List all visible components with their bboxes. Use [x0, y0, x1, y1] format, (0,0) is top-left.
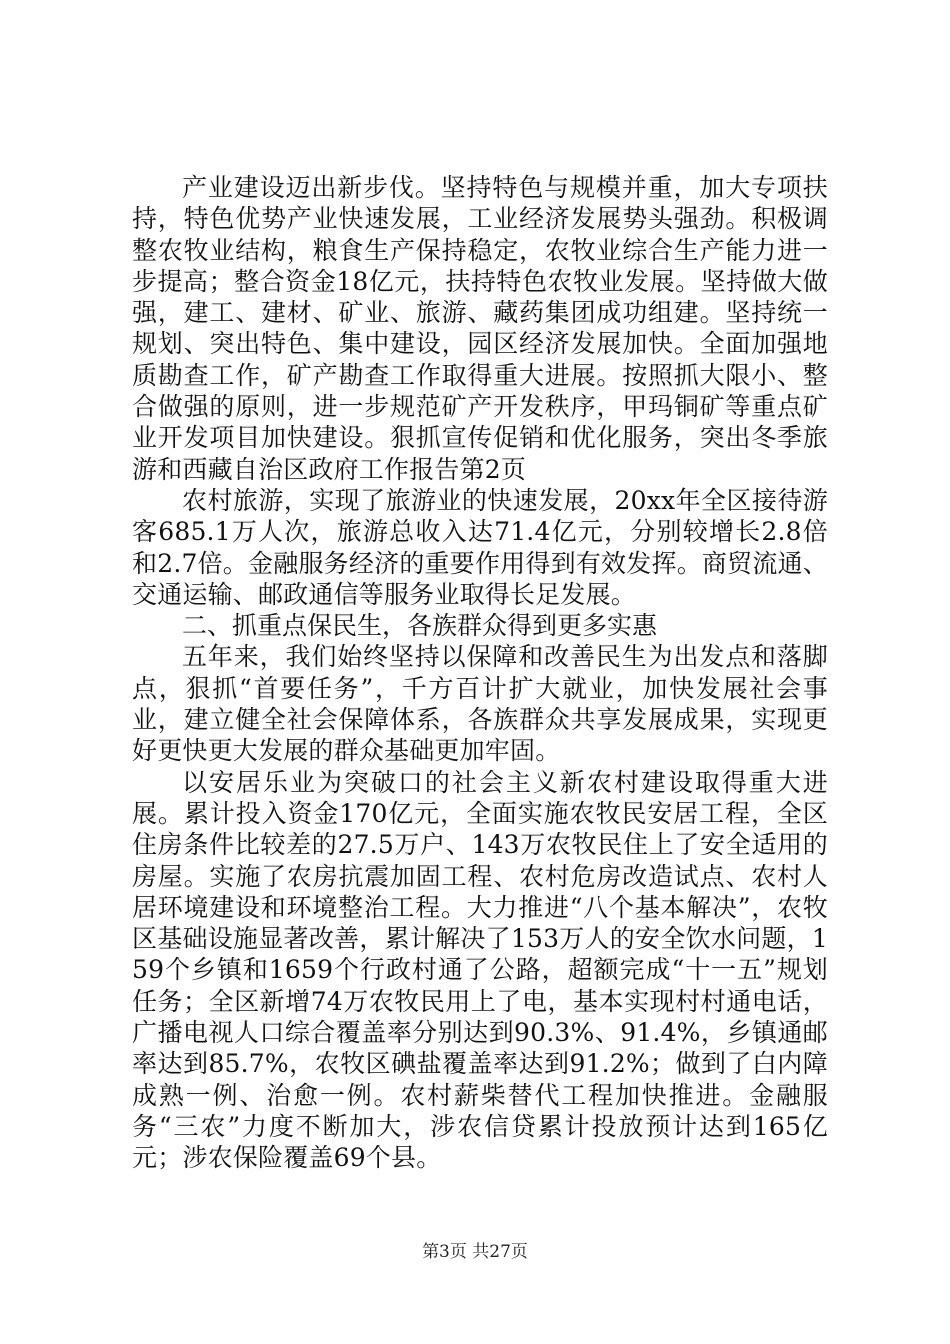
document-body: [132, 172, 828, 1174]
paragraph-rural-construction: 以安居乐业为突破口的社会主义新农村建设取得重大进展。累计投入资金170亿元，全面实施农牧民安居工程，全区住房条件比较差的27.5万户、143万农牧民住上了安全适用的房屋。实施了农房抗震加固工程、农村危房改造试点、农村人居环境建设和环境整治工程。大力推进“八个基本解决”，农牧区基础设施显著改善，累计解决了153万人的安全饮水问题，159个乡镇和1659个行政村通了公路，超额完成“十一五”规划任务；全区新增74万农牧民用上了电，基本实现村村通电话，广播电视人口综合覆盖率分别达到90.3%、91.4%，乡镇通邮率达到85.7%，农牧区碘盐覆盖率达到91.2%；做到了白内障成熟一例、治愈一例。农村薪柴替代工程加快推进。金融服务“三农”力度不断加大，涉农信贷累计投放预计达到165亿元；涉农保险覆盖69个县。: [132, 767, 828, 1173]
paragraph-industry: 产业建设迈出新步伐。坚持特色与规模并重，加大专项扶持，特色优势产业快速发展，工业经济发展势头强劲。积极调整农牧业结构，粮食生产保持稳定，农牧业综合生产能力进一步提高；整合资金18亿元，扶持特色农牧业发展。坚持做大做强，建工、建材、矿业、旅游、藏药集团成功组建。坚持统一规划、突出特色、集中建设，园区经济发展加快。全面加强地质勘查工作，矿产勘查工作取得重大进展。按照抓大限小、整合做强的原则，进一步规范矿产开发秩序，甲玛铜矿等重点矿业开发项目加快建设。狠抓宣传促销和优化服务，突出冬季旅游和西藏自治区政府工作报告第2页: [132, 173, 828, 484]
page-footer: 第3页 共27页: [422, 1242, 528, 1262]
section-heading-livelihood: 二、抓重点保民生，各族群众得到更多实惠: [182, 611, 658, 641]
paragraph-tourism: 农村旅游，实现了旅游业的快速发展，20xx年全区接待游客685.1万人次，旅游总收入达71.4亿元，分别较增长2.8倍和2.7倍。金融服务经济的重要作用得到有效发挥。商贸流通、交通运输、邮政通信等服务业取得长足发展。: [132, 485, 828, 609]
paragraph-five-years: 五年来，我们始终坚持以保障和改善民生为出发点和落脚点，狠抓“首要任务”，千方百计扩大就业，加快发展社会事业，建立健全社会保障体系，各族群众共享发展成果，实现更好更快更大发展的群众基础更加牢固。: [132, 642, 828, 766]
